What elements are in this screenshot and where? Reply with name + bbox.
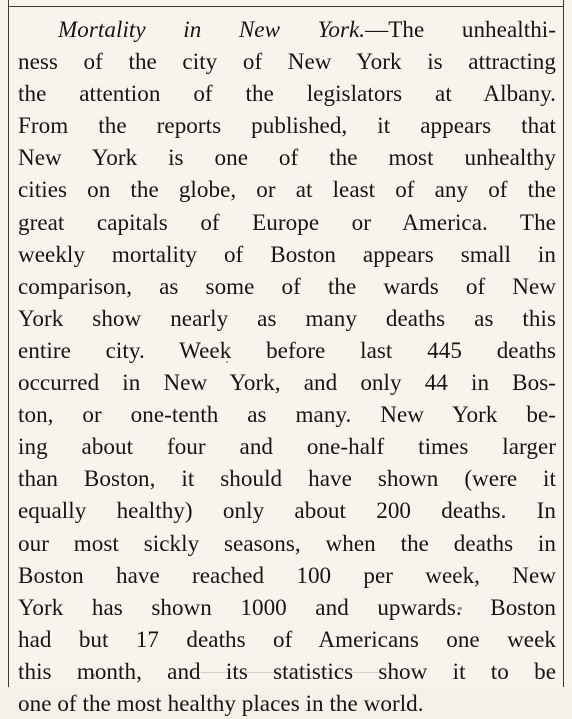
left-column-rule [8, 0, 9, 687]
scan-speck-2 [92, 674, 95, 677]
article-line-13: ton, or one-tenth as many. New York be- [18, 401, 556, 428]
article-line-12: occurred in New York, and only 44 in Bos- [18, 369, 556, 396]
article-line-16: equally healthy) only about 200 deaths. In [18, 497, 556, 524]
article-line-1-text: —The unhealthi- [365, 16, 556, 42]
article-line-7: great capitals of Europe or America. The [18, 208, 556, 235]
article-line-10: York show nearly as many deaths as this [18, 304, 556, 331]
article-line-6: cities on the globe, or at least of any of the [18, 176, 556, 203]
article-line-21: this month, and its statistics show it to be [18, 657, 556, 684]
article-line-22: one of the most healthy places in the world. [18, 689, 424, 716]
article-line-20: had but 17 deaths of Americans one week [18, 625, 556, 652]
article-line-3: the attention of the legislators at Albany. [18, 80, 556, 107]
article-line-4: From the reports published, it appears that [18, 112, 556, 139]
article-line-15: than Boston, it should have shown (were it [18, 465, 556, 492]
article-line-2: ness of the city of New York is attracting [18, 48, 556, 75]
scan-speck-3 [226, 361, 228, 363]
top-column-rule [8, 6, 564, 7]
article-line-8: weekly mortality of Boston appears small in [18, 240, 556, 267]
article-line-17: our most sickly seasons, when the deaths in [18, 529, 556, 556]
article-line-14: ing about four and one-half times larger [18, 433, 556, 460]
article-line-9: comparison, as some of the wards of New [18, 272, 556, 299]
article-title: Mortality in New York. [58, 16, 366, 42]
article-body [18, 13, 556, 719]
article-line-18: Boston have reached 100 per week, New [18, 561, 556, 588]
right-column-rule [563, 0, 564, 687]
article-line-11: entire city. Week before last 445 deaths [18, 336, 556, 363]
article-line-1 [18, 13, 556, 45]
article-line-5: New York is one of the most unhealthy [18, 144, 556, 171]
scan-speck-1 [458, 607, 462, 610]
article-line-19: York has shown 1000 and upwards. Boston [18, 593, 556, 620]
bottom-scan-line [190, 672, 390, 673]
